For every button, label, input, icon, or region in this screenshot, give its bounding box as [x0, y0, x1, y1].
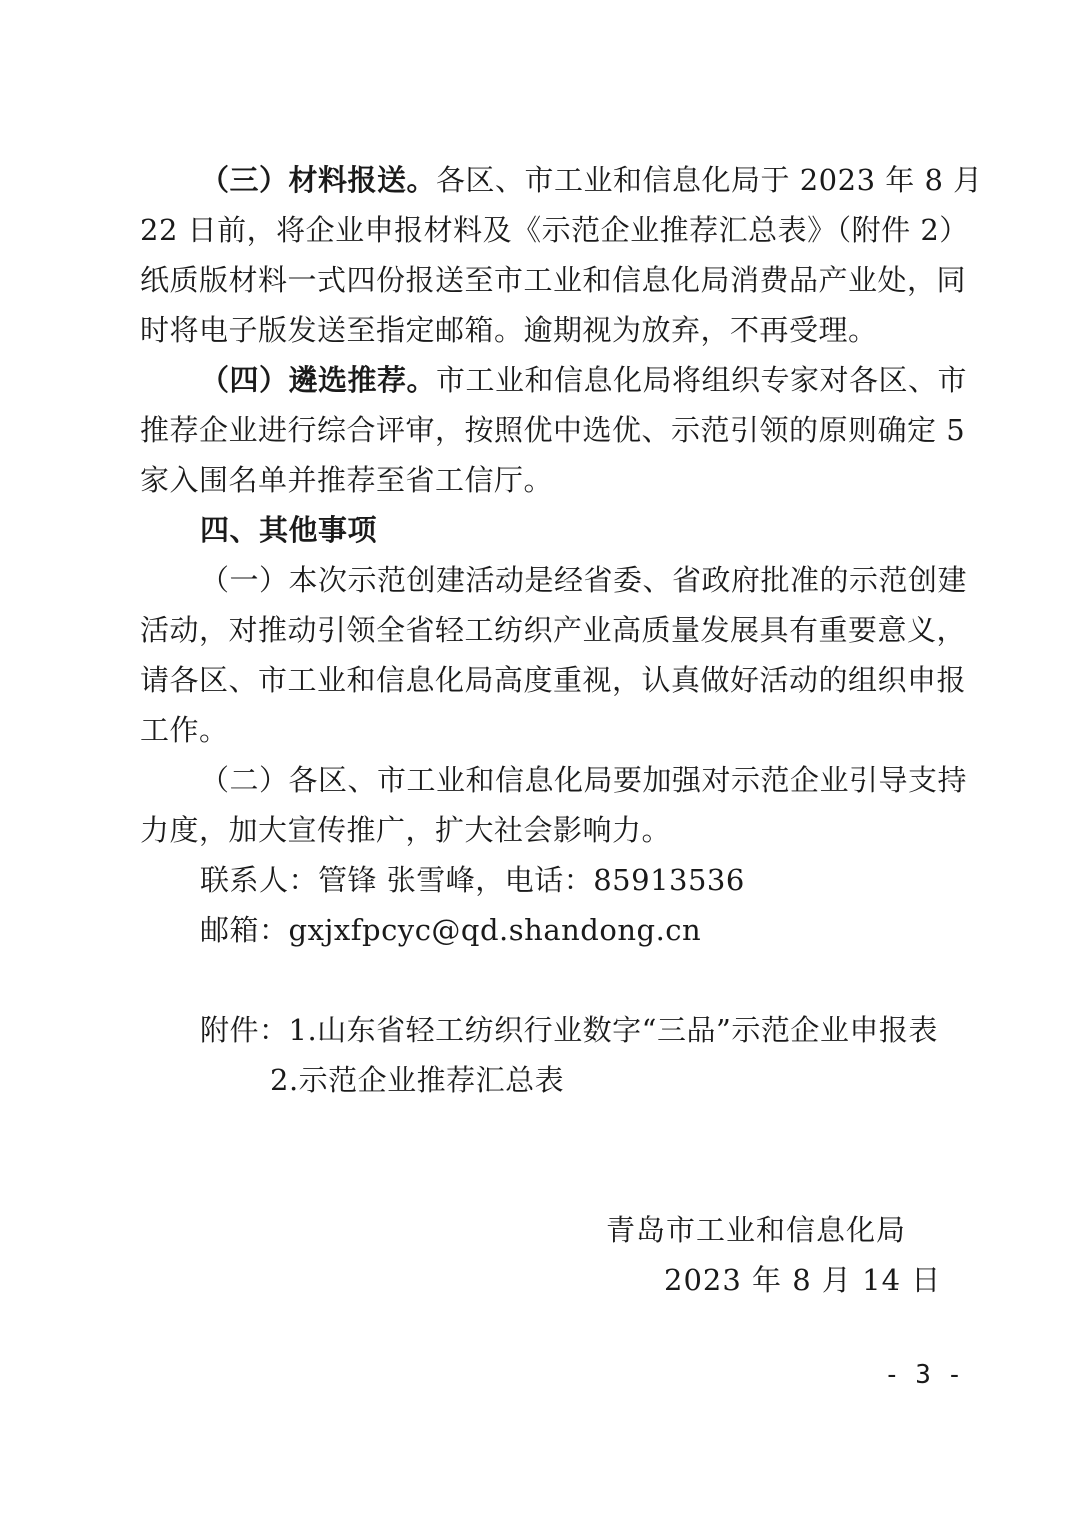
- attachment-line-1: 附件：1.山东省轻工纺织行业数字“三品”示范企业申报表: [200, 1013, 938, 1047]
- paragraph-3-line-1: [200, 160, 983, 200]
- signature-date: 2023 年 8 月 14 日: [664, 1263, 942, 1297]
- paragraph-3-heading: （三）材料报送。: [200, 163, 437, 197]
- signature-organization: 青岛市工业和信息化局: [606, 1213, 907, 1247]
- paragraph-4-line-1: [200, 360, 968, 400]
- section-four-title: 四、其他事项: [200, 513, 378, 547]
- email-line: 邮箱：gxjxfpcyc@qd.shandong.cn: [200, 913, 702, 947]
- paragraph-4-line-3: 家入围名单并推荐至省工信厅。: [140, 463, 554, 497]
- paragraph-4-text: 市工业和信息化局将组织专家对各区、市: [436, 363, 968, 397]
- item-2-line-1: （二）各区、市工业和信息化局要加强对示范企业引导支持: [200, 763, 968, 797]
- page-number: - 3 -: [884, 1360, 963, 1390]
- item-1-line-2: 活动，对推动引领全省轻工纺织产业高质量发展具有重要意义，: [140, 613, 967, 647]
- item-1-line-3: 请各区、市工业和信息化局高度重视，认真做好活动的组织申报: [140, 663, 967, 697]
- item-2-line-2: 力度，加大宣传推广，扩大社会影响力。: [140, 813, 672, 847]
- paragraph-3-line-3: 纸质版材料一式四份报送至市工业和信息化局消费品产业处，同: [140, 263, 967, 297]
- paragraph-3-line-4: 时将电子版发送至指定邮箱。逾期视为放弃，不再受理。: [140, 313, 878, 347]
- attachment-line-2: 2.示范企业推荐汇总表: [270, 1063, 565, 1097]
- item-1-line-1: （一）本次示范创建活动是经省委、省政府批准的示范创建: [200, 563, 968, 597]
- contact-line: 联系人：管锋 张雪峰，电话：85913536: [200, 863, 745, 897]
- paragraph-4-heading: （四）遴选推荐。: [200, 363, 437, 397]
- item-1-line-4: 工作。: [140, 713, 229, 747]
- paragraph-3-text: 各区、市工业和信息化局于 2023 年 8 月: [436, 163, 983, 197]
- paragraph-4-line-2: 推荐企业进行综合评审，按照优中选优、示范引领的原则确定 5: [140, 413, 966, 447]
- paragraph-3-line-2: 22 日前，将企业申报材料及《示范企业推荐汇总表》（附件 2）: [140, 213, 969, 247]
